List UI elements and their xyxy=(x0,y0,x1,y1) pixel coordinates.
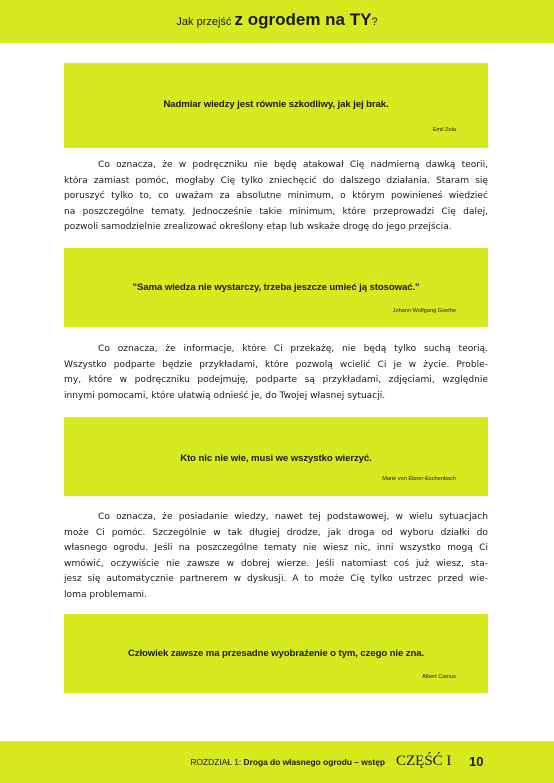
paragraph-line: własnego ogrodu. Jeśli na poszczególne tematy nie wiesz nic, inni wszystko mogą Ci xyxy=(64,543,488,553)
quote-author: Albert Camus xyxy=(422,674,456,680)
paragraph-line: Co oznacza, że informacje, które Ci przekażę, nie będą tylko suchą teorią. xyxy=(98,344,488,354)
paragraph-line: na poszczególne tematy. Jednocześnie takie minimum, które przeprowadzi Cię dalej, xyxy=(64,206,488,217)
chapter-prefix: ROZDZIAŁ 1: xyxy=(190,757,244,767)
paragraph-line: poruszyć tylko to, co uważam za absolutne minimum, o którym powinieneś wiedzieć xyxy=(64,191,488,201)
quote-box-1 xyxy=(64,63,488,148)
paragraph-line: pozwoli samodzielnie zrealizować określony etap lub wskaże drogę do jego przejścia. xyxy=(64,222,452,232)
paragraph-line: Wszystko podparte będzie przykładami, które pozwolą wcielić Ci je w życie. Proble- xyxy=(64,359,488,370)
paragraph-line: loma problemami. xyxy=(64,589,147,600)
paragraph-line: my, które w podręczniku podejmuję, podparte są przykładami, zdjęciami, względnie xyxy=(64,375,488,385)
page-footer xyxy=(0,741,554,783)
quote-text: Człowiek zawsze ma przesadne wyobrażenie o tym, czego nie zna. xyxy=(127,648,425,659)
part-label: CZĘŚĆ I xyxy=(396,753,452,769)
quote-box-2 xyxy=(64,248,488,327)
body-paragraph-2 xyxy=(64,342,488,404)
header-title-emphasis: z ogrodem na TY xyxy=(234,10,372,29)
quote-text: Kto nic nie wie, musi we wszystko wierzyć. xyxy=(180,453,372,464)
paragraph-line: Co oznacza, że posiadanie wiedzy, nawet tej podstawowej, w wielu sytuacjach xyxy=(98,512,488,522)
quote-text: "Sama wiedza nie wystarczy, trzeba jeszcze umieć ją stosować." xyxy=(132,282,420,293)
quote-text: Nadmiar wiedzy jest równie szkodliwy, jak jej brak. xyxy=(163,99,389,110)
quote-box-4 xyxy=(64,614,488,693)
paragraph-line: jesz się automatycznie partnerem w dyskusji. A to może Cię tylko ustrzec przed wie- xyxy=(64,574,488,584)
paragraph-line: innymi pomocami, które ułatwią odnieść je, do Twojej własnej sytuacji. xyxy=(64,390,386,401)
quote-box-3 xyxy=(64,417,488,496)
paragraph-line: która zamiast pomóc, mogłaby Cię tylko zniechęcić do dalszego działania. Staram się xyxy=(64,175,488,186)
page-number: 10 xyxy=(469,754,484,769)
body-paragraph-3 xyxy=(64,510,488,603)
header-title xyxy=(0,10,554,35)
page-header xyxy=(0,0,554,43)
paragraph-line: Co oznacza, że w podręczniku nie będę atakował Cię nadmierną dawką teorii, xyxy=(98,160,488,170)
chapter-title: Droga do własnego ogrodu – wstęp xyxy=(243,757,385,767)
header-title-prefix: Jak przejść xyxy=(176,16,235,28)
body-paragraph-1 xyxy=(64,158,488,236)
quote-author: Emil Zola xyxy=(432,127,456,133)
paragraph-line: wmówić, oczywiście nie zawsze w dobrej wierze. Jeśli natomiast coś już wiesz, sta- xyxy=(64,558,488,569)
header-title-suffix: ? xyxy=(371,16,378,28)
quote-author: Johann Wolfgang Goethe xyxy=(392,308,456,314)
paragraph-line: może Ci pomóc. Szczególnie w tak długiej drodze, jak droga od wyboru działki do xyxy=(64,527,488,538)
chapter-label xyxy=(0,757,385,767)
quote-author: Marie von Ebner-Eschenbach xyxy=(382,476,456,482)
